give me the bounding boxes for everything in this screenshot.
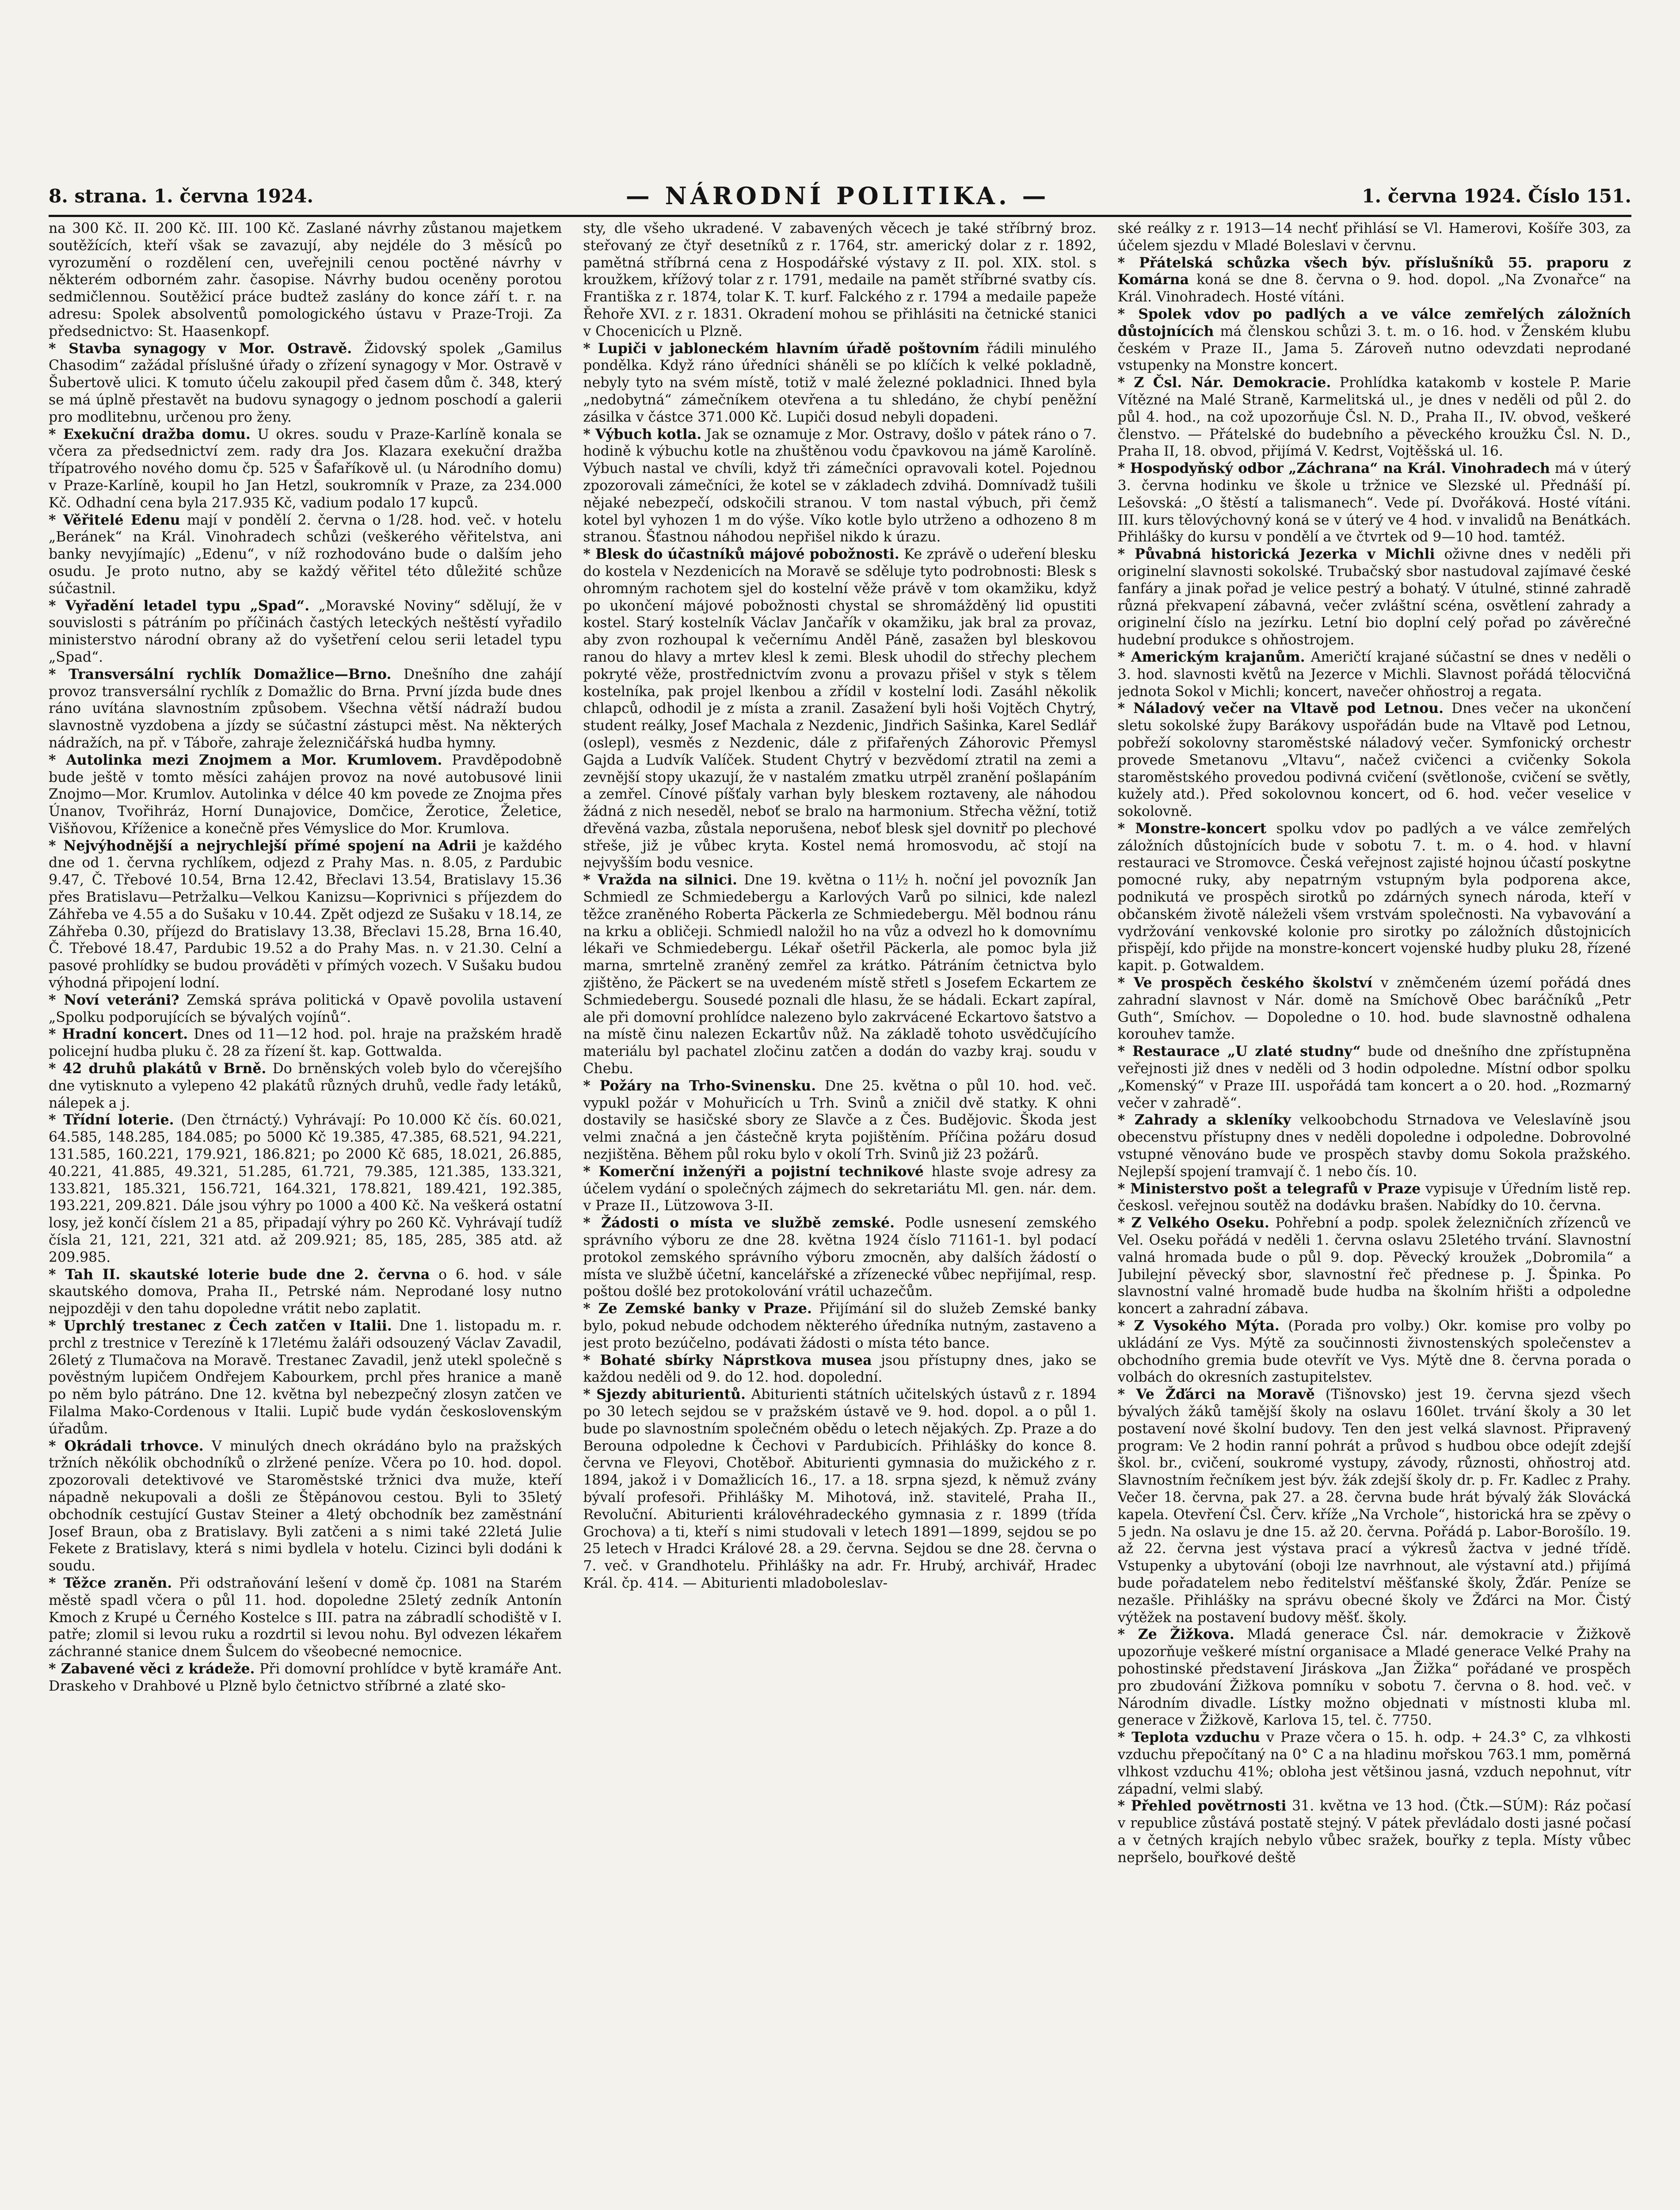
news-item-text: mají v pondělí 2. června o 1/28. hod. več. v hotelu „Beránek“ na Král. Vinohradech schůzi (veškerého věřitelstva, ani banky nevyjímajíc) „Edenu“, v níž rozhodováno bude o dalším jeho osudu. Je proto nutno, aby se každý věřitel této důležité schůze súčastnil. xyxy=(49,512,562,597)
news-item xyxy=(583,1215,1096,1300)
news-item-continuation xyxy=(583,220,1096,340)
news-item-headline: * Zabavené věci z krádeže. xyxy=(49,1661,255,1677)
news-item-headline: * Náladový večer na Vltavě pod Letnou. xyxy=(1118,700,1444,716)
news-item xyxy=(49,1060,562,1112)
news-item xyxy=(1118,975,1631,1043)
news-item-text: Při domovní prohlídce v bytě kramáře Ant. Draskeho v Drahbové u Plzně bylo četnictvo stříbrné a zlaté sko- xyxy=(49,1661,562,1694)
news-item-headline: * Těžce zraněn. xyxy=(49,1575,172,1591)
news-item-text: na 300 Kč. II. 200 Kč. III. 100 Kč. Zaslané návrhy zůstanou majetkem soutěžících, kteří však se zavazují, aby nejdéle do 3 měsíců po vyrozumění o rozdělení cen, uveřejnili cenou poctěné návrhy v některém odborném zahr. časopise. Návrhy budou oceněny porotou sedmičlennou. Soutěžicí práce budtež zaslány do konce září t. r. na adresu: Spolek absolventů pomologického ústavu v Praze-Troji. Za předsednictvo: St. Haasenkopf. xyxy=(49,221,562,339)
news-item xyxy=(1118,649,1631,700)
column-3 xyxy=(1118,220,1631,2210)
news-item xyxy=(583,426,1096,546)
news-item xyxy=(583,1163,1096,1215)
news-item xyxy=(1118,1386,1631,1626)
page-number-date: 8. strana. 1. června 1924. xyxy=(49,185,314,207)
news-item xyxy=(583,546,1096,872)
news-item xyxy=(1118,460,1631,546)
news-item-text: U okres. soudu v Praze-Karlíně konala se včera za předsednictví zem. rady dra Jos. Klazara exekuční dražba třípatrového nového domu čp. 525 v Šafaříkově ul. (u Národního domu) v Praze-Karlíně, koupil ho Jan Hetzl, soukromník v Praze, za 234.000 Kč. Odhadní cena byla 217.935 Kč, vadium podalo 17 kupců. xyxy=(49,426,562,511)
news-item xyxy=(1118,1215,1631,1318)
news-item-text: 31. května ve 13 hod. (Čtk.—SÚM): Ráz počasí v republice zůstává postatě stejný. V pátek převládalo dosti jasné počasí a v četných krajích nebylo vůbec sražek, bouřky z tepla. Místy vůbec nepršelo, bouřkové deště xyxy=(1117,1798,1631,1866)
news-item xyxy=(49,1661,562,1695)
news-item-headline: * Z Čsl. Nár. Demokracie. xyxy=(1118,374,1331,391)
header-rule xyxy=(49,215,1631,217)
news-item xyxy=(49,838,562,992)
news-item-text: o 6. hod. v sále skautského domova, Praha II., Petrské nám. Neprodané losy nutno nejpozději v den tahu dopoledne vrátit nebo zaplatit. xyxy=(49,1266,562,1317)
news-item-text: hlaste svoje adresy za účelem vydání o společných zájmech do sekretariátu Ml. gen. nár. dem. v Praze II., Lützowova 3-II. xyxy=(583,1163,1097,1214)
news-item-text: Do brněnských voleb bylo do včerejšího dne vytisknuto a vylepeno 42 plakátů různých druhů, vedle řady letáků, nálepek a j. xyxy=(49,1061,562,1111)
news-item xyxy=(49,752,562,838)
news-item-text: sty, dle všeho ukradené. V zabavených věcech je také stříbrný broz. steřovaný ze čtyř desetníků z r. 1764, str. americký dolar z r. 1892, pamětná stříbrná cena z Hospodářské výstavy z II. pol. XIX. stol. s kroužkem, křížový tolar z r. 1791, medaile na pamět stříbrné svatby cís. Františka z r. 1874, tolar K. T. kurf. Falckého z r. 1794 a medaile papeže Řehoře XVI. z r. 1831. Okradení mohou se přihlásiti na četnické stanici v Chocenicích u Plzně. xyxy=(583,221,1097,339)
news-item-text: Jak se oznamuje z Mor. Ostravy, došlo v pátek ráno o 7. hodině k výbuchu kotle na zhuštěnou vodu čpavkovou na jámě Karolíně. Výbuch nastal ve chvíli, když tři zámečníci opravovali kotel. Pojednou zpozorovali zámečníci, že kotel se v základech zdvihá. Domnívadž tušili nějaké nebezpečí, odskočili stranou. V tom nastal výbuch, při čemž kotel byl vyhozen 1 m do výše. Víko kotle bylo utrženo a odhozeno 8 m stranou. Šťastnou náhodou nepřišel nikdo k úrazu. xyxy=(583,426,1097,545)
news-item-text: Dnes večer na ukončení sletu sokolské župy Barákovy uspořádán bude na Vltavě pod Letnou, pobřeží sokolovny staroměstské náladový večer. Symfonický orchestr provede Smetanovu „Vltavu“, načež cvičenci a cvičenky Sokola staroměstského provedou podivná cvičení (světlonoše, cvičení se světly, kužely atd.). Před sokolovnou koncert, od 6. hod. večer veselice v sokolovně. xyxy=(1117,701,1631,820)
news-item-headline: * Půvabná historická Jezerka v Michli xyxy=(1118,546,1435,562)
news-item xyxy=(49,1266,562,1318)
news-item-text: má v úterý 3. června hodinku ve škole u tržnice ve Slezské ul. Přednáší pí. Lešovská: „O štěstí a talismanech“. Vede pí. Dvořáková. Hosté vítáni. III. kurs tělovýchovný koná se v úterý ve 4 hod. v invalidů na Benátkách. Přihlášky do kursu v pondělí a ve čtvrtek od 9—10 hod. tamtéž. xyxy=(1117,461,1631,545)
issue-date-number: 1. června 1924. Číslo 151. xyxy=(1362,185,1631,207)
news-item xyxy=(1118,1318,1631,1386)
news-item-text: spolku vdov po padlých a ve válce zemřelých záložních důstojnících bude v sobotu 7. t. m. o 4. hod. v hlavní restauraci ve Stromovce. Česká veřejnost zajisté hojnou účastí poskytne pomocné ruky, aby nepatrným vstupným byla podporena akce, podnikutá ve prospěch sirotků po zdárných synech národa, kteří v občanském životě náleželi všem vrstvám společnosti. Na vybavování a vydržování venkovské kolonie pro sirotky po záložních důstojnicích přispějí, kdo přijde na monstre-koncert vojenské hudby pluku 28, řízené kapit. p. Gotwaldem. xyxy=(1117,820,1631,974)
news-item-text: bude od dnešního dne zpřístupněna veřejnosti již dnes v neděli od 3 hodin odpoledne. Místní odbor spolku „Komenský“ v Praze III. uspořádá tam koncert a o 20. hod. „Rozmarný večer v zahradě“. xyxy=(1117,1044,1631,1111)
news-item-text: je každého dne od 1. června rychlíkem, odjezd z Prahy Mas. n. 8.05, z Pardubic 9.47, Č. Třebové 10.54, Brna 12.42, Břeclavi 13.54, Bratislavy 15.36 přes Bratislavu—Petržalku—Velkou Kanizsu—Koprivnici s příjezdem do Záhřeba ve 4.55 a do Sušaku v 10.44. Zpět odjezd ze Sušaku v 18.14, ze Záhřeba 0.30, příjezd do Bratislavy 13.38, Břeclavi 15.28, Brna 16.40, Č. Třebové 18.47, Pardubic 19.52 a do Prahy Mas. n. v 21.30. Celní a pasové prohlídky se budou prováděti v přímých vozech. V Sušaku budou výhodná připojení lodní. xyxy=(49,838,562,991)
news-item xyxy=(49,512,562,598)
news-item xyxy=(49,1318,562,1438)
news-item-text: koná se dne 8. června o 9. hod. dopol. „Na Zvonařce“ na Král. Vinohradech. Hosté vítáni. xyxy=(1117,272,1631,305)
news-item-text: V minulých dnech okrádáno bylo na pražských tržních někólik obchodníků o zlržené peníze. Včera po 10. hod. dopol. zpozorovali detektivové ve Staroměstské tržnici dva muže, kteří nápadně nekupovali a došli ze Štěpánovou cestou. Byli to 35letý obchodník cestující Gustav Steiner a 4letý obchodník bez zaměstnání Josef Braun, oba z Bratislavy. Byli zatčeni a s nimi také 22letá Julie Fekete z Bratislavy, která s nimi bydlela v hotelu. Cizinci byli dodáni k soudu. xyxy=(49,1438,562,1574)
news-item-continuation xyxy=(1118,220,1631,255)
news-item-headline: * Monstre-koncert xyxy=(1118,820,1267,837)
news-item-text: Američtí krajané súčastní se dnes v neděli o 3. hod. slavnosti květů na Jezerce v Michli. Slavnost pořádá tělocvičná jednota Sokol v Michli; koncert, navečer ohňostroj a regata. xyxy=(1117,649,1631,700)
news-item-text: má členskou schůzi 3. t. m. o 16. hod. v Ženském klubu českém v Praze II., Jama 5. Zároveň nutno odevzdati neprodané vstupenky na Monstre koncert. xyxy=(1117,323,1631,374)
news-item-headline: * Ze Žižkova. xyxy=(1118,1626,1234,1642)
news-item-headline: * Sjezdy abiturientů. xyxy=(583,1386,746,1402)
news-item xyxy=(49,340,562,426)
news-item-headline: * Vražda na silnici. xyxy=(583,872,737,888)
news-item xyxy=(583,1386,1096,1592)
news-item-headline: * Zahrady a skleníky xyxy=(1118,1112,1291,1128)
news-item-headline: * Ve Žďárci na Moravě xyxy=(1118,1386,1315,1402)
news-item-headline: * Komerční inženýři a pojistní technikové xyxy=(583,1163,924,1180)
news-item-headline: * Americkým krajanům. xyxy=(1118,649,1305,665)
news-item xyxy=(1118,700,1631,820)
news-item-headline: * Ve prospěch českého školství xyxy=(1118,975,1372,991)
news-item-headline: * Hradní koncert. xyxy=(49,1026,188,1042)
news-item-headline: * Tah II. skautské loterie bude dne 2. června xyxy=(49,1266,430,1283)
news-item-text: v Praze včera o 15. h. odp. + 24.3° C, za vlhkosti vzduchu přepočítaný na 0° C a na hladinu mořskou 763.1 mm, poměrná vlhkost vzduchu 41%; obloha jest většinou jasná, vzduch nepohnut, vítr západní, velmi slabý. xyxy=(1117,1730,1631,1797)
news-item xyxy=(1118,1181,1631,1215)
news-item-continuation xyxy=(49,220,562,340)
news-item-headline: * Blesk do účastníků májové pobožnosti. xyxy=(583,546,899,562)
news-item xyxy=(49,666,562,752)
news-item-headline: * Ze Zemské banky v Praze. xyxy=(583,1300,812,1317)
news-item-headline: * Požáry na Trho-Svinensku. xyxy=(583,1078,816,1094)
news-item-text: Pravděpodobně bude ještě v tomto měsíci zahájen provoz na nové autobusové linii Znojmo—Mor. Krumlov. Autolinka v délce 40 km povede ze Znojma přes Únanov, Tvořihráz, Horní Dunajovice, Domčice, Žerotice, Želetice, Višňovou, Kříženice a konečně přes Vémyslice do Mor. Krumlova. xyxy=(49,752,562,837)
news-item-text: Zemská správa politická v Opavě povolila ustavení „Spolku podporujících se bývalých vojínů“. xyxy=(49,992,562,1025)
news-item-headline: * Okrádali trhovce. xyxy=(49,1438,204,1454)
news-item-text: vypisuje v Úředním listě rep. českosl. veřejnou soutěž na dodávku brašen. Nabídky do 10. června. xyxy=(1117,1181,1631,1214)
news-item-headline: * Výbuch kotla. xyxy=(583,426,701,442)
news-item-text: Dne 1. listopadu m. r. prchl z trestnice v Terezíně k 17letému žaláři odsouzený Václav Zavadil, 26letý z Tlumačova na Moravě. Trestanec Zavadil, jenž utekl společně s pověstným lupičem Ondřejem Kabourkem, prchl přes hranice a maně po něm bylo pátráno. Dne 12. května byl nebezpečný zlosyn zatčen ve Filalma Mako-Cordenous v Italii. Lupič bude vydán československým úřadům. xyxy=(49,1318,562,1437)
news-item-headline: * Restaurace „U zlaté studny“ xyxy=(1118,1043,1361,1059)
news-item xyxy=(49,992,562,1026)
news-item xyxy=(1118,1729,1631,1798)
news-item-headline: * Přátelská schůzka všech býv. příslušníků 55. praporu z Komárna xyxy=(1118,255,1631,288)
news-item-text: Dnešního dne zahájí provoz transversální rychlík z Domažlic do Brna. První jízda bude dnes ráno uvítána slavnostním způsobem. Všechna větší nádraží budou slavnostně vyzdobena a jízdy se súčastní zástupci měst. Na některých nádražích, na př. v Táboře, zahraje železničářská hudba hymny. xyxy=(49,666,562,751)
news-item-text: ské reálky z r. 1913—14 nechť přihlásí se Vl. Hamerovi, Košíře 303, za účelem sjezdu v Mladé Boleslavi v červnu. xyxy=(1117,221,1631,254)
news-item xyxy=(583,1352,1096,1387)
news-item-headline: * Nejvýhodnější a nejrychlejší přímé spojení na Adrii xyxy=(49,838,476,854)
news-item-text: „Moravské Noviny“ sdělují, že v souvislosti s pátráním po příčinách častých leteckých neštěstí vyřadilo ministerstvo národní obrany až do vyšetření celou serii letadel typu „Spad“. xyxy=(49,598,562,665)
news-item-headline: * Z Vysokého Mýta. xyxy=(1118,1318,1280,1334)
news-item xyxy=(49,426,562,512)
news-item xyxy=(1118,374,1631,460)
news-item-text: oživne dnes v neděli při originelní slavnosti sokolské. Trubačský sbor nastudoval zajímavé české fanfáry a jinak pořad je velice pestrý a bohatý. V útulné, stinné zahradě různá překvapení zábavná, večer zvláštní scéna, osvětlení zahrady a originelní číslo na jezírku. Letní bio doplní celý pořad po závěrečné hudební produkce s ohňostrojem. xyxy=(1117,546,1631,648)
news-item-headline: * Transversální rychlík Domažlice—Brno. xyxy=(49,666,391,682)
news-item xyxy=(583,1300,1096,1352)
news-item-headline: * Noví veteráni? xyxy=(49,992,179,1008)
news-item-headline: * Žádosti o místa ve službě zemské. xyxy=(583,1215,895,1231)
article-columns xyxy=(49,220,1631,2210)
news-item-text: (Den čtrnáctý.) Vyhrávají: Po 10.000 Kč čís. 60.021, 64.585, 148.285, 184.085; po 5000 Kč 19.385, 47.385, 68.521, 94.221, 131.585, 160.221, 179.921, 186.821; po 2000 Kč 685, 18.021, 26.885, 40.221, 41.885, 49.321, 51.285, 61.721, 79.385, 121.385, 133.321, 133.821, 185.321, 156.721, 164.321, 178.821, 189.421, 192.385, 193.221, 209.821. Dále jsou výhry po 1000 a 400 Kč. Na veškerá ostatní losy, jež končí číslem 21 a 85, připadají výhry po 260 Kč. Vyhrávají tudíž čísla 21, 121, 221, 321 atd. až 209.921; 85, 185, 285, 385 atd. až 209.985. xyxy=(49,1112,562,1265)
column-2 xyxy=(583,220,1096,2210)
news-item xyxy=(49,1438,562,1575)
news-item-text: řádili minulého pondělka. Když ráno úředníci sháněli se po klíčích k velké pokladně, nebyly tyto na svém místě, totiž v malé železné pokladnici. Ihned byla „nedobytná“ zámečníkem otevřena a tu shledáno, že chybí peněžní zásilka v částce 371.000 Kč. Lupiči dosud nebyli dopadeni. xyxy=(583,340,1097,425)
news-item-headline: * Ministerstvo pošt a telegrafů v Praze xyxy=(1118,1181,1421,1197)
news-item xyxy=(583,872,1096,1078)
news-item-text: Abiturienti státních učitelských ústavů z r. 1894 po 30 letech sejdou se v pražském ústavě ve 9. hod. dopol. a o půl 1. bude po slavnostním společném obědu o letech nějakých. Zp. Praze a do Berouna odpoledne k Čechovi v Pardubicích. Přihlášky do konce 8. června ve Fleyovi, Chotěboř. Abiturienti gymnasia do mužického z r. 1894, jakož i v Domažlicích 16., 17. a 18. srpna sjezd, k němuž zvány bývalí profesoři. Přihlášky M. Mihotová, inž. stavitelé, Praha II., Revoluční. Abiturienti královéhradeckého gymnasia z r. 1899 (třída Grochova) a ti, kteří s nimi studovali v letech 1891—1899, sejdou se po 25 letech v Hradci Králové 28. a 29. června. Sejdou se dne 28. června o 7. več. v Grandhotelu. Přihlášky na adr. Fr. Hrubý, archivář, Hradec Král. čp. 414. — Abiturienti mladoboleslav- xyxy=(583,1387,1097,1591)
news-item-text: Pohřební a podp. spolek železničních zřízenců ve Vel. Oseku pořádá v neděli 1. června oslavu 25letého trvání. Slavnostní valná hromada bude o půl 9. dop. Pěvecký kroužek „Dobromila“ a Jubilejní pěvecký sbor, slavnostní řeč přednese p. J. Špinka. Po slavnostní valné hromadě bude hudba na školním hřišti a odpoledne koncert a zahradní zábava. xyxy=(1117,1215,1631,1317)
news-item-text: Židovský spolek „Gamilus Chasodim“ zažádal příslušné úřady o zřízení synagogy v Mor. Ostravě v Šubertově ulici. K tomuto účelu zakoupil před časem dům č. 348, který se má úplně přestavět na budovu synagogy o jednom poschodí a galerii pro modlitebnu, určenou pro ženy. xyxy=(49,340,562,425)
news-item-headline: * Uprchlý trestanec z Čech zatčen v Italii. xyxy=(49,1318,392,1334)
news-item-text: Dne 25. května o půl 10. hod. več. vypukl požár v Mohuřicích u Trh. Svinů a zničil dvě statky. K ohni dostavily se hasičské sbory ze Slavče a z Čes. Budějovic. Škoda jest velmi značná a jen částečně kryta pojištěním. Příčina požáru dosud nezjištěna. Během půl roku bylo v okolí Trh. Svinů již 23 požárů. xyxy=(583,1078,1097,1163)
column-1 xyxy=(49,220,562,2210)
news-item xyxy=(1118,1626,1631,1729)
news-item-headline: * Lupiči v jabloneckém hlavním úřadě poštovním xyxy=(583,340,979,357)
news-item xyxy=(1118,255,1631,306)
news-item-headline: * Třídní loterie. xyxy=(49,1112,174,1128)
news-item-headline: * 42 druhů plakátů v Brně. xyxy=(49,1060,266,1077)
news-item-text: Dne 19. května o 11½ h. noční jel povozník Jan Schmiedl ze Schmiedebergu a Karlových Varů po silnici, kde nalezl těžce zraněného Roberta Päckerla ze Schmiedebergu. Měl bodnou ránu na krku a obličeji. Schmiedl naložil ho na vůz a odvezl ho k domovnímu lékaři ve Schmiedebergu. Lékař ošetřil Päckerla, ale pomoc byla již marna, smrtelně zraněný zemřel za krátko. Pátráním četnictva bylo zjištěno, že Päckert se na uvedeném místě střetl s Josefem Eckartem ze Schmiedebergu. Sousedé poznali dle hlasu, že se hádali. Eckart zapíral, ale při domovní prohlídce nalezeno bylo zakrvácené Eckartovo šatstvo a na místě činu nalezen Eckartův nůž. Na základě tohoto usvědčujícího materiálu byl pachatel zločinu zatčen a dodán do vazby kraj. soudu v Chebu. xyxy=(583,872,1097,1077)
news-item-text: velkoobchodu Strnadova ve Veleslavíně jsou obecenstvu přístupny dnes v neděli dopoledne i odpoledne. Dobrovolné vstupné věnováno bude ve prospěch stavby domu Sokola pražského. Nejlepší spojení tramvají č. 1 nebo čís. 10. xyxy=(1117,1112,1631,1180)
news-item-text: Mladá generace Čsl. nár. demokracie v Žižkově upozorňuje veškeré místní organisace a Mladé generace Velké Prahy na pohostinské představení Jiráskova „Jan Žižka“ pořádané ve prospěch pro zbudování Žižkova pomníku v sobotu 7. června o 8. hod. več. v Národním divadle. Lístky možno objednati v místnosti kluba ml. generace v Žižkově, Karlova 15, tel. č. 7750. xyxy=(1117,1627,1631,1729)
news-item xyxy=(49,598,562,666)
news-item-headline: * Přehled povětrnosti xyxy=(1118,1798,1287,1814)
news-item xyxy=(49,1112,562,1266)
news-item-headline: * Autolinka mezi Znojmem a Mor. Krumlovem. xyxy=(49,752,442,768)
news-item xyxy=(1118,306,1631,374)
news-item-text: Dnes od 11—12 hod. pol. hraje na pražském hradě policejní hudba pluku č. 28 za řízení št. kap. Gottwalda. xyxy=(49,1026,562,1060)
news-item-text: Při odstraňování lešení v domě čp. 1081 na Starém městě spadl včera o půl 11. hod. dopoledne 25letý zedník Antonín Kmoch z Krupé u Černého Kostelce s III. patra na zábradlí schodiště v I. patře; zlomil si levou ruku a rozdrtil si levou nohu. Byl odvezen lékařem záchranné stanice dnem Šulcem do všeobecné nemocnice. xyxy=(49,1575,562,1660)
news-item-headline: * Vyřadění letadel typu „Spad“. xyxy=(49,598,309,614)
news-item xyxy=(49,1026,562,1060)
news-item-text: (Porada pro volby.) Okr. komise pro volby po ukládání ze Vys. Mýtě za součinnosti živnostenských společenstev a obchodního gremia bude otevřít ve Vys. Mýtě dne 8. června porada o volbách do okresních zastupitelstev. xyxy=(1117,1318,1631,1386)
news-item xyxy=(1118,1798,1631,1866)
news-item-headline: * Exekuční dražba domu. xyxy=(49,426,251,442)
news-item-headline: * Teplota vzduchu xyxy=(1118,1729,1260,1745)
news-item xyxy=(1118,1043,1631,1112)
masthead-title: — NÁRODNÍ POLITIKA. — xyxy=(625,182,1050,210)
news-item-text: (Tišnovsko) jest 19. června sjezd všech bývalých žáků tamější školy na oslavu 160let. trvání školy a 30 let postavení nové školní budovy. Ten den jest velká slavnost. Připravený program: Ve 2 hodin ranní pohrát a průvod s hudbou obce odejít zdejší škol. br., cvičení, soukromé vystupy, závody, různosti, ohňostroj atd. Slavnostním řečníkem jest býv. žák zdejší školy dr. p. Fr. Kadlec z Prahy. Večer 18. června, pak 27. a 28. června bude hrát bývalý žák Slovácká kapela. Otevření Čsl. Červ. kříže „Na Vrchole“, historická hra se zpěvy o 5 jedn. Na oslavu je dne 15. až 20. června. Pořádá p. Labor-Borošílo. 19. až 22. června jest výstava prací a výkresů žactva v jedné třídě. Vstupenky a ubytování (oboji lze navrhnout, ale výstavní atd.) přijímá bude pořadatelem nebo ředitelství měšťanské školy, Žďár. Peníze se nezašle. Přihlášky na správu obecné školy ve Žďárci na Mor. Čistý výtěžek na postavení budovy měšť. školy. xyxy=(1117,1387,1631,1626)
news-item-text: Ke zprávě o udeření blesku do kostela v Nezdenicích na Moravě se sděluje tyto podrobnosti: Blesk s ohromným rachotem sjel do kostelní věže právě v tom okamžiku, když po ukončení májové pobožnosti chystal se shromážděný lid opustiti kostel. Starý kostelník Václav Jančařík v okamžiku, jak bral za provaz, aby zvon rozhoupal k večernímu Anděl Páně, zasažen byl bleskovou ranou do hlavy a mrtev klesl k zemi. Blesk uhodil do střechy plechem pokryté věže, prostřednictvím zvonu a provazu přišel v styk s tělem kostelníka, pak projel lkenbou a zřídil v kostelní lodi. Zasáhl několik chlapců, odhodil je z místa a zranil. Zasažení byli hoši Vojtěch Chytrý, student reálky, Josef Machala z Nezdenic, Jindřich Sašinka, Karel Sedlář (oslepl), vesměs z Nezdenic, dále z přifařených Záhorovic Přemysl Gajda a Ludvík Valíček. Student Chytrý v bezvědomí ztratil na zemi a zevnější stopy ukazují, že v nastalém zmatku utrpěl zranění pošlapáním a zemřel. Cínové píšťaly varhan byly bleskem roztaveny, ale náhodou žádná z nich neseděl, neboť se bralo na harmonium. Střecha věžní, totiž dřevěná vazba, zůstala neporušena, neboť blesk sjel dovnitř po plechové střeše, již je vůbec kryta. Kostel nemá hromosvodu, ač stojí na nejvyšším bodu vesnice. xyxy=(583,546,1097,871)
news-item xyxy=(583,340,1096,426)
news-item-headline: * Spolek vdov po padlých a ve válce zemřelých záložních důstojnících xyxy=(1118,306,1631,339)
page-header xyxy=(49,180,1631,211)
news-item-headline: * Z Velkého Oseku. xyxy=(1118,1215,1269,1231)
news-item-headline: * Bohaté sbírky Náprstkova musea xyxy=(583,1352,872,1368)
news-item-text: Podle usnesení zemského správního výboru ze dne 28. května 1924 číslo 71161-1. byl podací protokol zemského správního výboru zmocněn, aby dalších žádostí o místa ve službě účetní, kancelářské a zřízenecké vůbec nepřijímal, resp. poštou došlé bez protokolování vrátil uchazečům. xyxy=(583,1215,1097,1300)
news-item-text: Přijímání sil do služeb Zemské banky bylo, pokud nebude odchodem některého úředníka nutným, zastaveno a jest proto bezúčelno, podávati žádosti o místa této bance. xyxy=(583,1301,1097,1351)
news-item-text: v zněmčeném území pořádá dnes zahradní slavnost v Nár. domě na Smíchově Obec baráčníků „Petr Guth“, Smíchov. — Dopoledne o 10. hod. bude slavnostně odhalena korouhev tamže. xyxy=(1117,975,1631,1043)
news-item-headline: * Hospodyňský odbor „Záchrana“ na Král. Vinohradech xyxy=(1118,460,1550,476)
news-item xyxy=(49,1575,562,1661)
news-item-text: jsou přístupny dnes, jako se každou neděli od 9. do 12. hod. dopolední. xyxy=(583,1352,1097,1386)
news-item xyxy=(1118,820,1631,975)
news-item-headline: * Věřitelé Edenu xyxy=(49,512,180,528)
news-item xyxy=(1118,1112,1631,1180)
news-item-headline: * Stavba synagogy v Mor. Ostravě. xyxy=(49,340,352,357)
news-item xyxy=(583,1078,1096,1163)
news-item xyxy=(1118,546,1631,649)
news-item-text: Prohlídka katakomb v kostele P. Marie Vítězné na Malé Straně, Karmelitská ul., je dnes v neděli od půl 2. do půl 4. hod., na což upozorňuje Čsl. N. D., Praha II., IV. obvod, veškeré členstvo. — Přátelské do budebního a pěveckého kroužku Čsl. N. D., Praha II, 18. obvod, přijímá V. Kedrst, Vojtěšská ul. 16. xyxy=(1117,375,1631,460)
